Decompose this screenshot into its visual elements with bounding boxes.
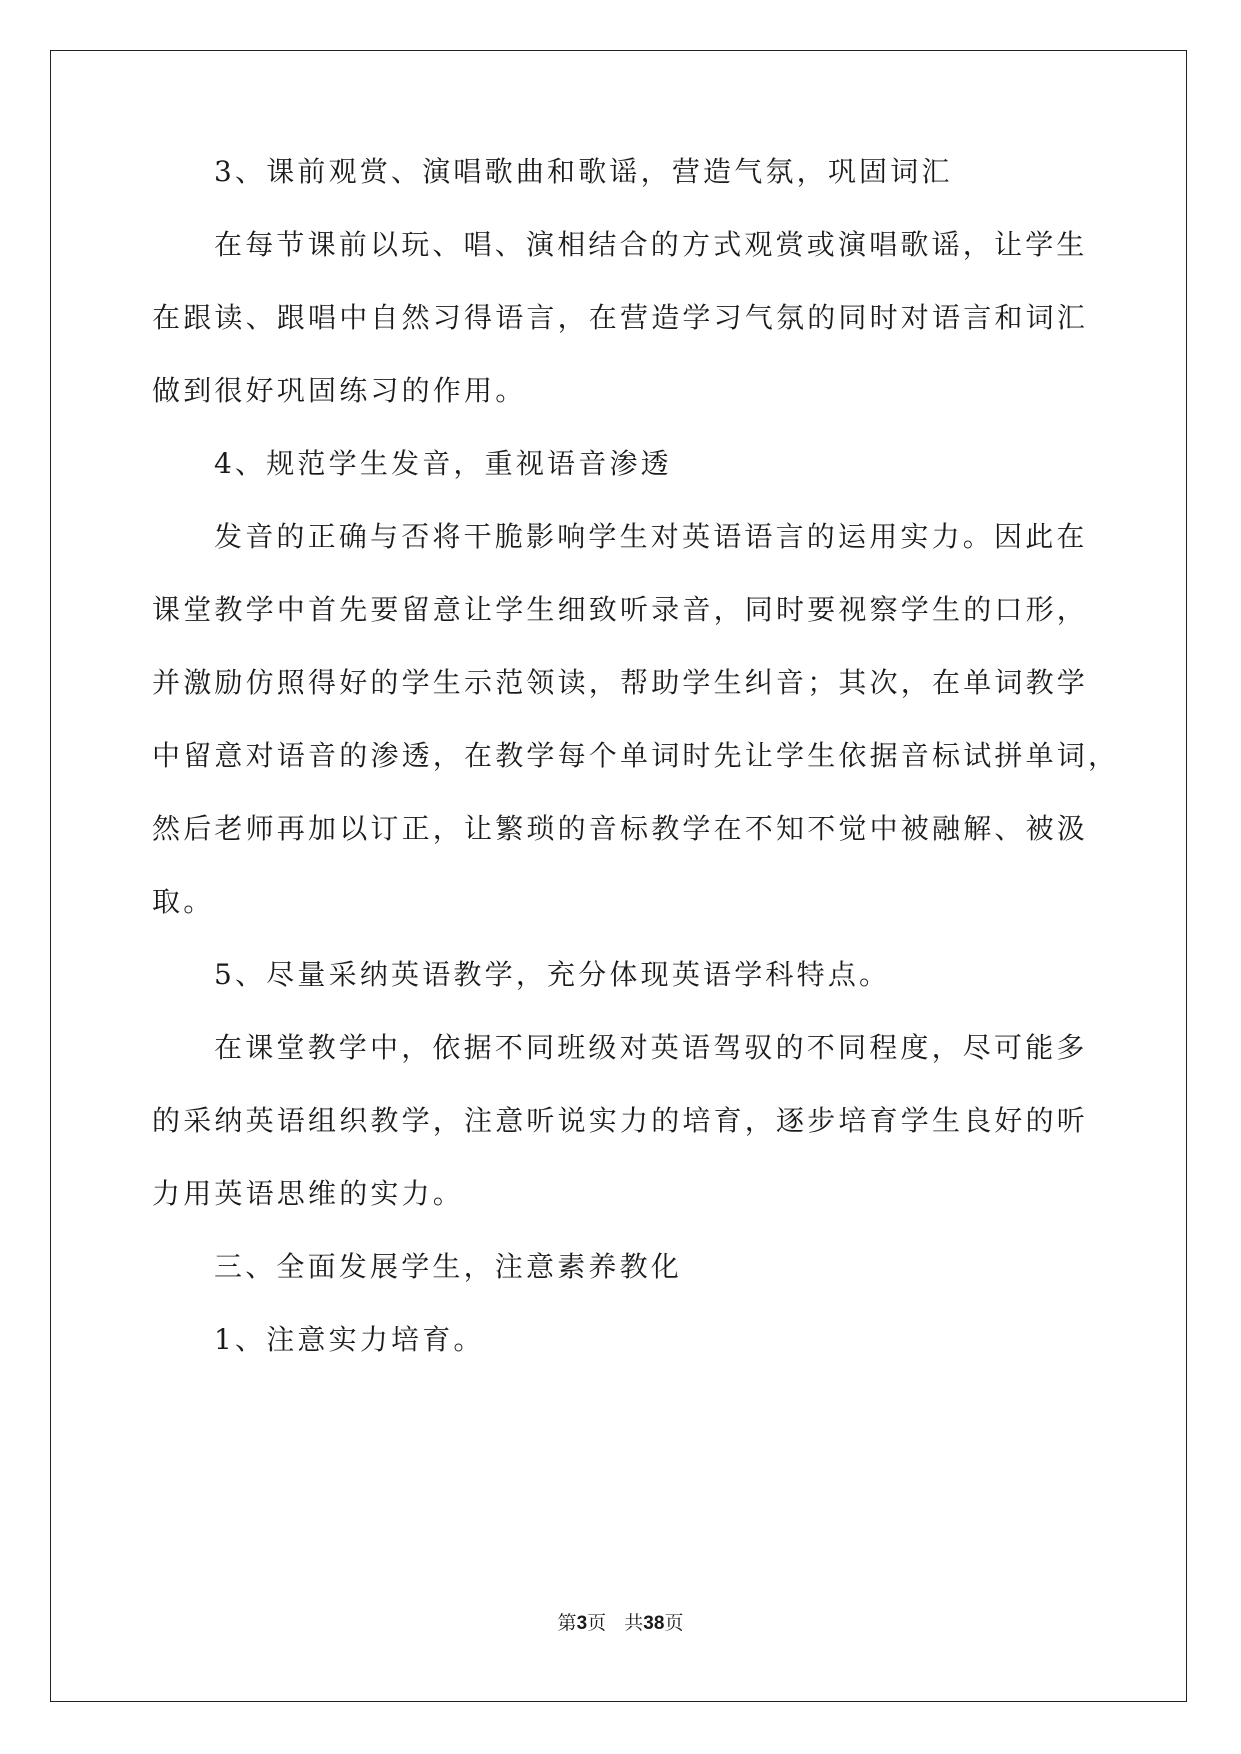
- page-suffix: 页: [587, 1612, 607, 1634]
- paragraph-line: 在跟读、跟唱中自然习得语言，在营造学习气氛的同时对语言和词汇: [152, 301, 1089, 334]
- page-number: 3: [576, 1613, 588, 1634]
- heading-3: 3、课前观赏、演唱歌曲和歌谣，营造气氛，巩固词汇: [214, 155, 953, 188]
- paragraph-line: 然后老师再加以订正，让繁琐的音标教学在不知不觉中被融解、被汲: [152, 812, 1089, 845]
- heading-5: 5、尽量采纳英语教学，充分体现英语学科特点。: [214, 958, 891, 991]
- page-prefix: 第: [557, 1612, 577, 1634]
- paragraph-line: 中留意对语音的渗透，在教学每个单词时先让学生依据音标试拼单词，: [152, 739, 1120, 772]
- total-prefix: 共: [624, 1612, 644, 1634]
- paragraph-line: 并激励仿照得好的学生示范领读，帮助学生纠音；其次，在单词教学: [152, 666, 1089, 699]
- total-suffix: 页: [664, 1612, 684, 1634]
- paragraph-line: 做到很好巩固练习的作用。: [152, 374, 527, 407]
- paragraph-line: 在课堂教学中，依据不同班级对英语驾驭的不同程度，尽可能多: [214, 1031, 1088, 1064]
- paragraph-line: 课堂教学中首先要留意让学生细致听录音，同时要视察学生的口形，: [152, 593, 1089, 626]
- total-pages: 38: [643, 1613, 665, 1634]
- page-footer: [0, 1611, 1241, 1636]
- section-heading: 三、全面发展学生，注意素养教化: [214, 1250, 683, 1283]
- paragraph-line: 的采纳英语组织教学，注意听说实力的培育，逐步培育学生良好的听: [152, 1104, 1089, 1137]
- heading-4: 4、规范学生发音，重视语音渗透: [214, 447, 672, 480]
- paragraph-line: 发音的正确与否将干脆影响学生对英语语言的运用实力。因此在: [214, 520, 1088, 553]
- paragraph-line: 力用英语思维的实力。: [152, 1177, 465, 1210]
- paragraph-line: 在每节课前以玩、唱、演相结合的方式观赏或演唱歌谣，让学生: [214, 228, 1088, 261]
- paragraph-line: 取。: [152, 885, 215, 918]
- heading-1: 1、注意实力培育。: [214, 1323, 485, 1356]
